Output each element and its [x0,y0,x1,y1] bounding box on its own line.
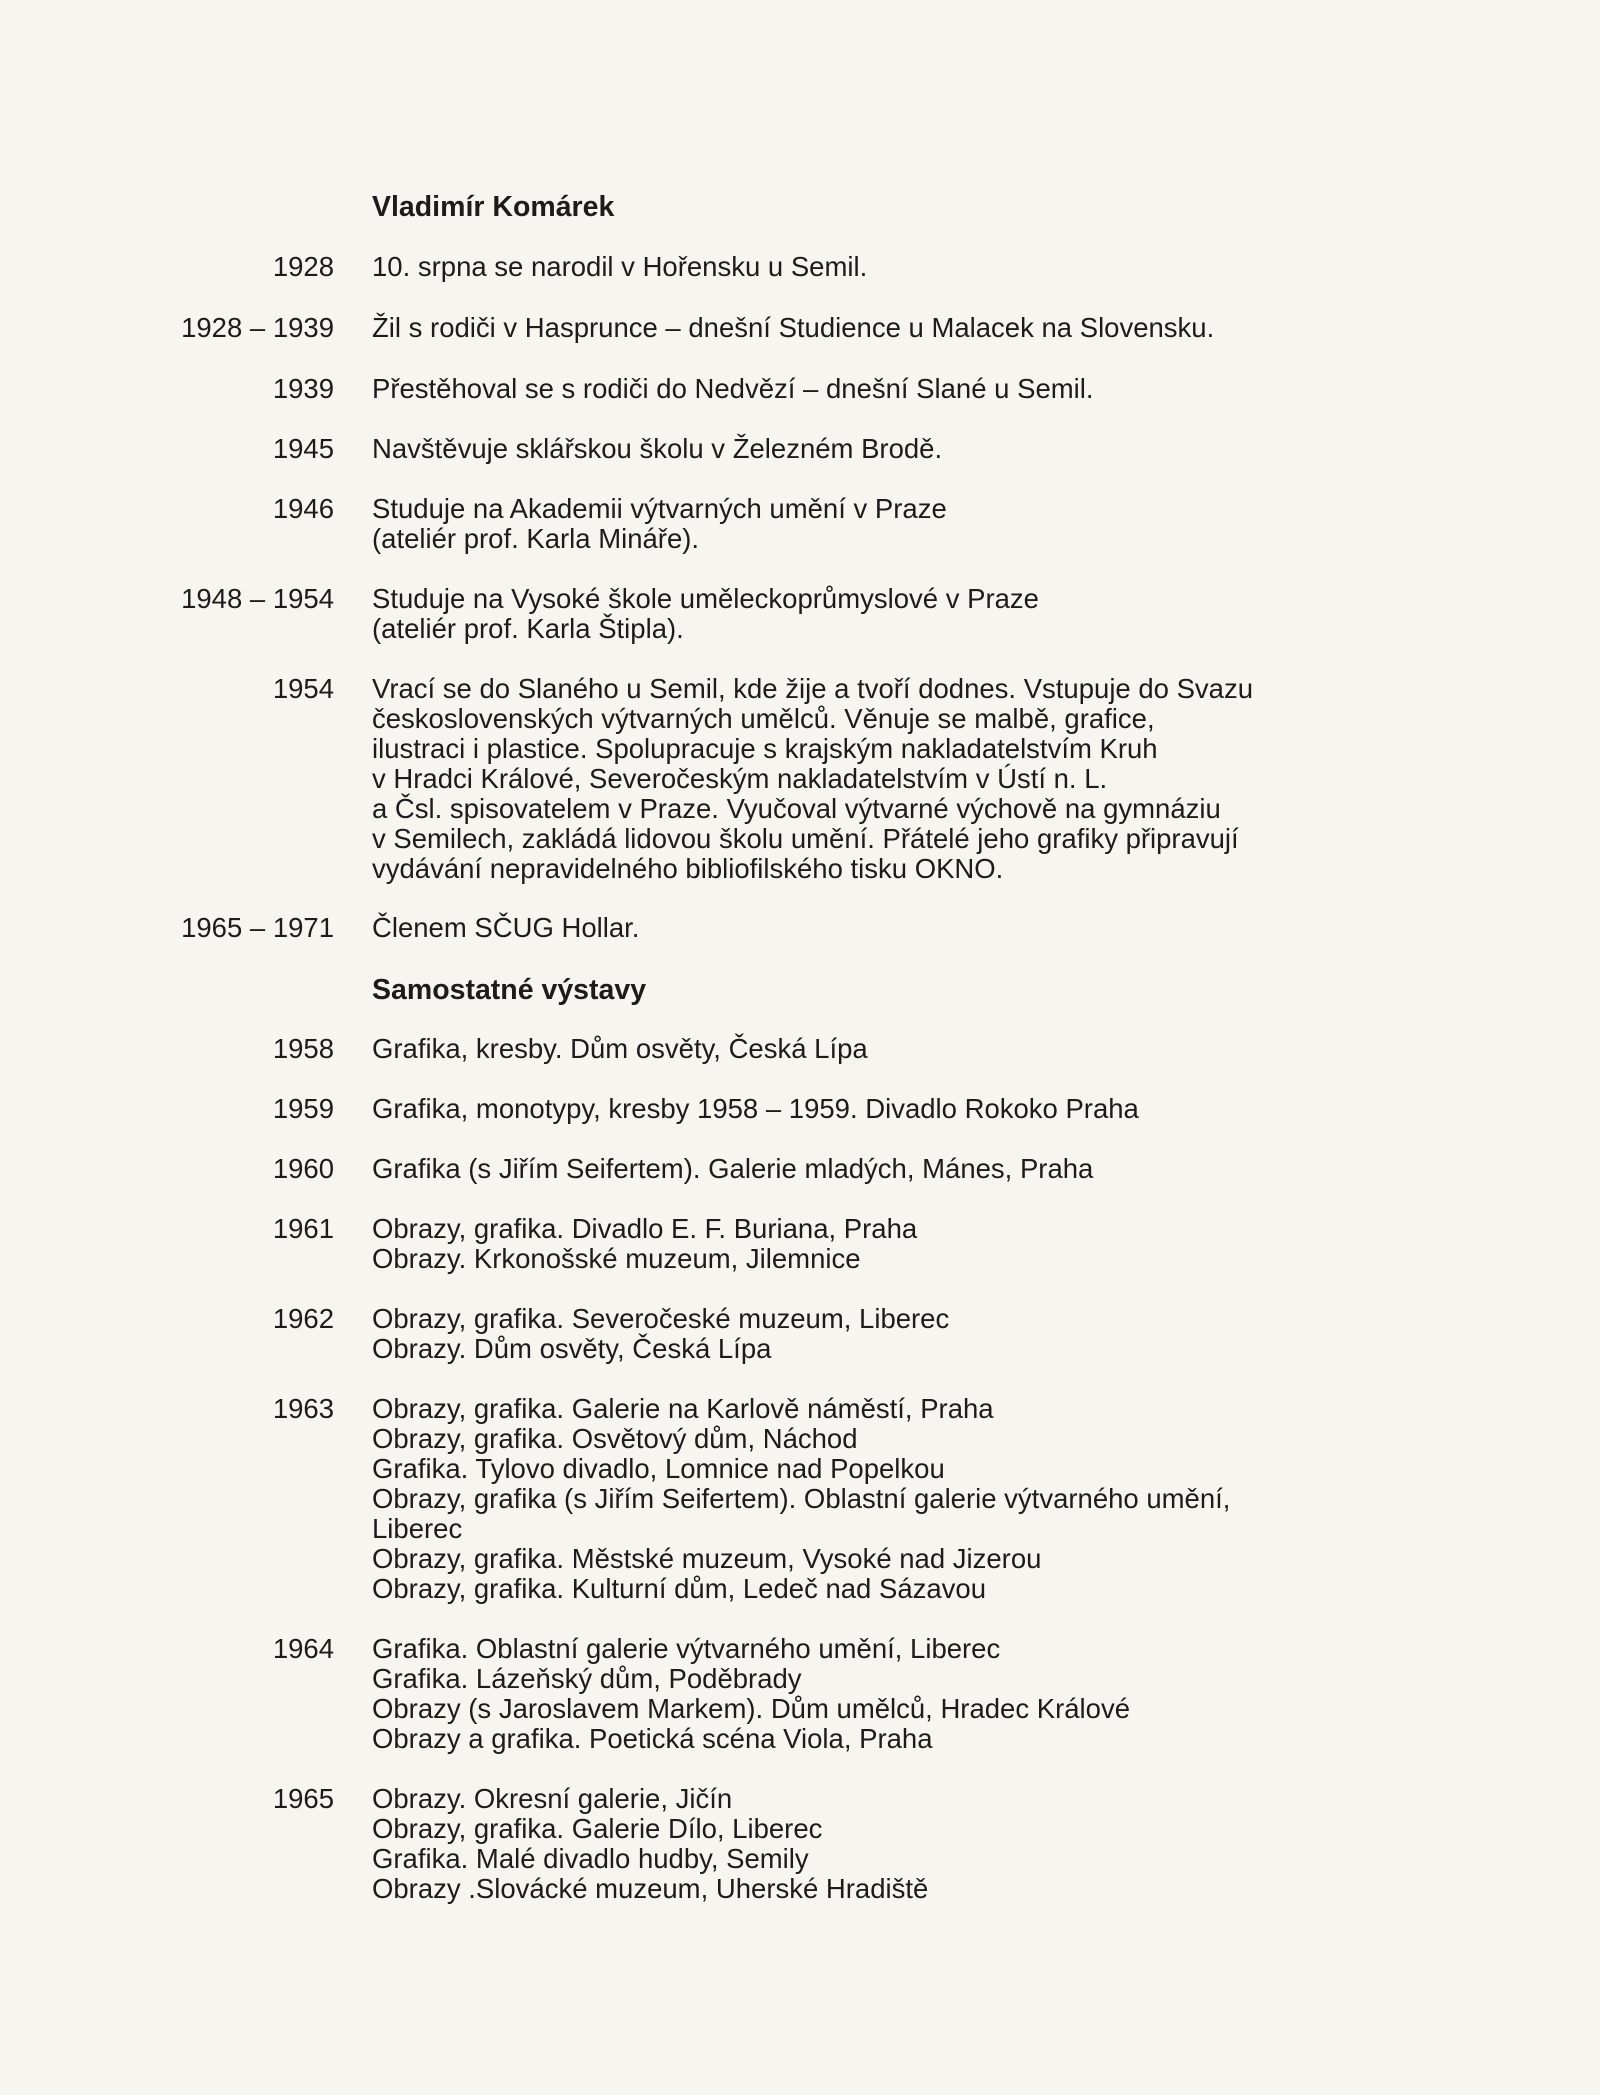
exhibition-line: Obrazy .Slovácké muzeum, Uherské Hradiště [372,1873,929,1904]
bio-line: vydávání nepravidelného bibliofilského tisku OKNO. [372,853,1004,884]
exhibition-line: Obrazy, grafika. Kulturní dům, Ledeč nad Sázavou [372,1573,986,1604]
exhibition-year: 1959 [272,1093,334,1124]
bio-text [372,374,1492,404]
bio-line: ilustraci i plastice. Spolupracuje s krajským nakladatelstvím Kruh [372,733,1158,764]
bio-line: Studuje na Vysoké škole uměleckoprůmyslové v Praze [372,583,1039,614]
exhibition-year: 1960 [272,1153,334,1184]
exhibition-line: Obrazy, grafika. Galerie Dílo, Liberec [372,1813,823,1844]
exhibition-line: Grafika. Tylovo divadlo, Lomnice nad Popelkou [372,1453,945,1484]
exhibition-text [372,1094,1492,1124]
bio-year: 1954 [272,673,334,704]
exhibition-line: Obrazy. Dům osvěty, Česká Lípa [372,1333,772,1364]
bio-line: Vrací se do Slaného u Semil, kde žije a tvoří dodnes. Vstupuje do Svazu [372,673,1254,704]
exhibition-line: Grafika. Lázeňský dům, Poděbrady [372,1663,802,1694]
bio-line: (ateliér prof. Karla Mináře). [372,523,700,554]
exhibition-year: 1961 [272,1213,334,1244]
bio-line: Žil s rodiči v Hasprunce – dnešní Studience u Malacek na Slovensku. [372,312,1215,343]
exhibition-text [372,1214,1492,1274]
bio-line: Přestěhoval se s rodiči do Nedvězí – dnešní Slané u Semil. [372,373,1094,404]
exhibition-line: Grafika, monotypy, kresby 1958 – 1959. Divadlo Rokoko Praha [372,1093,1139,1124]
bio-text [372,584,1492,644]
exhibitions-heading: Samostatné výstavy [372,974,647,1006]
exhibition-line: Obrazy, grafika. Městské muzeum, Vysoké nad Jizerou [372,1543,1042,1574]
bio-year: 1945 [272,433,334,464]
bio-year: 1939 [272,373,334,404]
bio-line: Členem SČUG Hollar. [372,912,640,943]
bio-year: 1928 – 1939 [181,312,334,343]
bio-line: československých výtvarných umělců. Věnuje se malbě, grafice, [372,703,1155,734]
bio-line: Navštěvuje sklářskou školu v Železném Brodě. [372,433,943,464]
exhibition-line: Obrazy (s Jaroslavem Markem). Dům umělců, Hradec Králové [372,1693,1130,1724]
exhibition-year: 1958 [272,1033,334,1064]
exhibition-line: Grafika. Malé divadlo hudby, Semily [372,1843,809,1874]
exhibition-text [372,1154,1492,1184]
exhibition-line: Grafika (s Jiřím Seifertem). Galerie mladých, Mánes, Praha [372,1153,1094,1184]
bio-year: 1965 – 1971 [181,912,334,943]
bio-text [372,313,1492,343]
bio-year: 1948 – 1954 [181,583,334,614]
exhibition-year: 1964 [272,1633,334,1664]
bio-text [372,674,1492,884]
exhibition-line: Grafika. Oblastní galerie výtvarného umění, Liberec [372,1633,1001,1664]
bio-text [372,913,1492,943]
exhibition-line: Obrazy, grafika. Severočeské muzeum, Liberec [372,1303,950,1334]
bio-text [372,434,1492,464]
bio-line: Studuje na Akademii výtvarných umění v Praze [372,493,947,524]
exhibition-line: Obrazy, grafika (s Jiřím Seifertem). Oblastní galerie výtvarného umění, [372,1483,1231,1514]
bio-line: v Hradci Králové, Severočeským nakladatelstvím v Ústí n. L. [372,763,1108,794]
exhibition-line: Liberec [372,1513,463,1544]
bio-line: (ateliér prof. Karla Štipla). [372,613,684,644]
bio-line: v Semilech, zakládá lidovou školu umění. Přátelé jeho grafiky připravují [372,823,1239,854]
bio-text [372,494,1492,554]
exhibition-text [372,1634,1492,1754]
exhibition-text [372,1784,1492,1904]
bio-year: 1928 [272,251,334,282]
bio-year: 1946 [272,493,334,524]
exhibition-year: 1962 [272,1303,334,1334]
exhibition-line: Obrazy, grafika. Divadlo E. F. Buriana, Praha [372,1213,918,1244]
bio-text [372,252,1492,282]
exhibition-line: Obrazy. Okresní galerie, Jičín [372,1783,733,1814]
exhibition-text [372,1304,1492,1364]
exhibition-line: Obrazy. Krkonošské muzeum, Jilemnice [372,1243,861,1274]
exhibition-year: 1965 [272,1783,334,1814]
exhibition-line: Obrazy a grafika. Poetická scéna Viola, Praha [372,1723,933,1754]
exhibition-line: Obrazy, grafika. Osvětový dům, Náchod [372,1423,858,1454]
artist-name-heading: Vladimír Komárek [372,191,615,223]
exhibition-text [372,1394,1492,1604]
exhibition-year: 1963 [272,1393,334,1424]
bio-line: 10. srpna se narodil v Hořensku u Semil. [372,251,868,282]
exhibition-line: Obrazy, grafika. Galerie na Karlově náměstí, Praha [372,1393,994,1424]
exhibition-line: Grafika, kresby. Dům osvěty, Česká Lípa [372,1033,868,1064]
exhibition-text [372,1034,1492,1064]
bio-line: a Čsl. spisovatelem v Praze. Vyučoval výtvarné výchově na gymnáziu [372,793,1221,824]
